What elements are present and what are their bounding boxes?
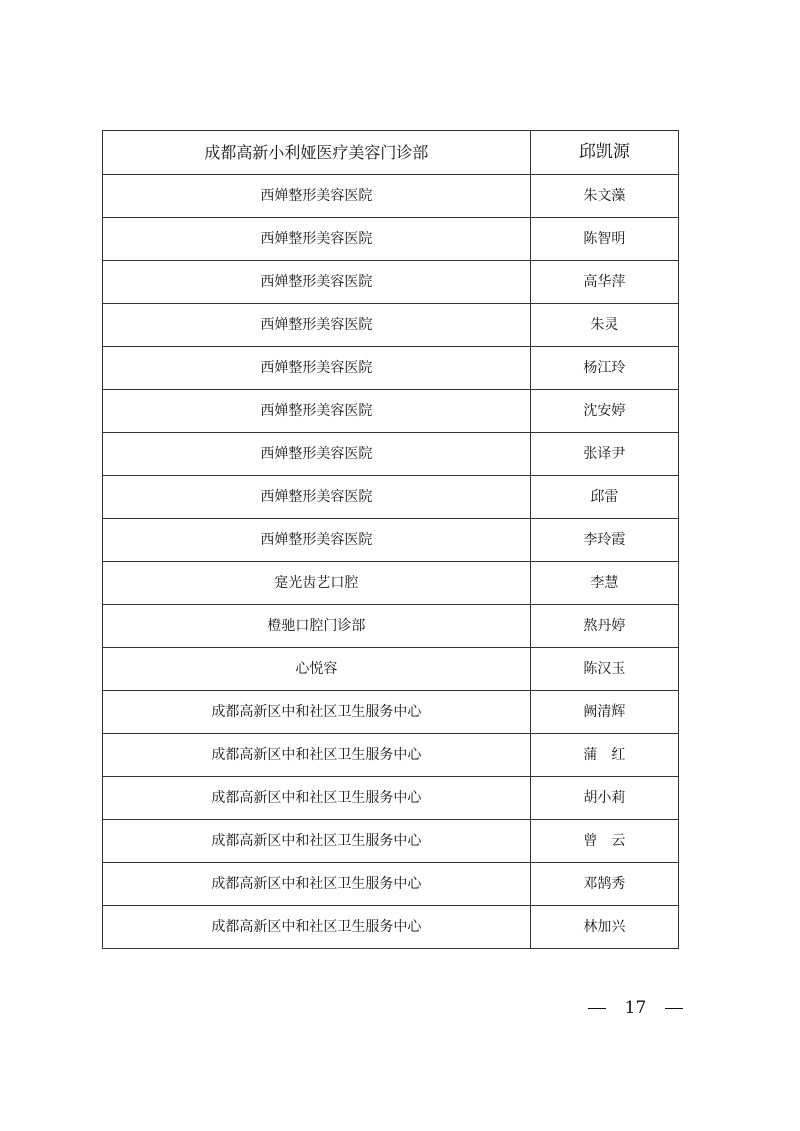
name-cell: 邱雷: [530, 476, 678, 519]
name-cell: 杨江玲: [530, 347, 678, 390]
table-row: [103, 175, 679, 218]
org-cell: 成都高新区中和社区卫生服务中心: [103, 863, 531, 906]
table-row: [103, 304, 679, 347]
org-cell: 成都高新小利娅医疗美容门诊部: [103, 131, 531, 175]
page-footer: [588, 996, 683, 1020]
table-row: [103, 390, 679, 433]
table-row: [103, 347, 679, 390]
table-row: [103, 820, 679, 863]
table-row: [103, 734, 679, 777]
name-cell: 高华萍: [530, 261, 678, 304]
org-cell: 心悦容: [103, 648, 531, 691]
org-cell: 寔光齿艺口腔: [103, 562, 531, 605]
org-cell: 西婵整形美容医院: [103, 175, 531, 218]
org-cell: 西婵整形美容医院: [103, 347, 531, 390]
table-row: [103, 433, 679, 476]
table-row: [103, 605, 679, 648]
name-cell: 张译尹: [530, 433, 678, 476]
dash-right: [665, 1008, 683, 1009]
name-cell: 朱灵: [530, 304, 678, 347]
page-number: 17: [624, 998, 647, 1018]
org-cell: 西婵整形美容医院: [103, 304, 531, 347]
org-cell: 西婵整形美容医院: [103, 261, 531, 304]
table-row: [103, 476, 679, 519]
name-cell: 阙清辉: [530, 691, 678, 734]
org-cell: 成都高新区中和社区卫生服务中心: [103, 777, 531, 820]
org-cell: 成都高新区中和社区卫生服务中心: [103, 820, 531, 863]
name-cell: 陈智明: [530, 218, 678, 261]
staff-table: [102, 130, 679, 949]
name-cell: 曾 云: [530, 820, 678, 863]
table-row: [103, 562, 679, 605]
table-row: [103, 519, 679, 562]
name-cell: 李玲霞: [530, 519, 678, 562]
table-row: [103, 691, 679, 734]
table-row: [103, 131, 679, 175]
name-cell: 林加兴: [530, 906, 678, 949]
table-row: [103, 863, 679, 906]
org-cell: 西婵整形美容医院: [103, 519, 531, 562]
name-cell: 邱凯源: [530, 131, 678, 175]
org-cell: 橙驰口腔门诊部: [103, 605, 531, 648]
org-cell: 西婵整形美容医院: [103, 433, 531, 476]
name-cell: 熬丹婷: [530, 605, 678, 648]
org-cell: 成都高新区中和社区卫生服务中心: [103, 734, 531, 777]
name-cell: 李慧: [530, 562, 678, 605]
name-cell: 蒲 红: [530, 734, 678, 777]
name-cell: 胡小莉: [530, 777, 678, 820]
name-cell: 朱文藻: [530, 175, 678, 218]
name-cell: 沈安婷: [530, 390, 678, 433]
org-cell: 西婵整形美容医院: [103, 476, 531, 519]
table-row: [103, 261, 679, 304]
org-cell: 西婵整形美容医院: [103, 390, 531, 433]
org-cell: 成都高新区中和社区卫生服务中心: [103, 906, 531, 949]
table-row: [103, 218, 679, 261]
name-cell: 邓鹄秀: [530, 863, 678, 906]
table-row: [103, 648, 679, 691]
table-body: [103, 131, 679, 949]
table-row: [103, 906, 679, 949]
table-row: [103, 777, 679, 820]
name-cell: 陈汉玉: [530, 648, 678, 691]
org-cell: 成都高新区中和社区卫生服务中心: [103, 691, 531, 734]
dash-left: [588, 1008, 606, 1009]
org-cell: 西婵整形美容医院: [103, 218, 531, 261]
